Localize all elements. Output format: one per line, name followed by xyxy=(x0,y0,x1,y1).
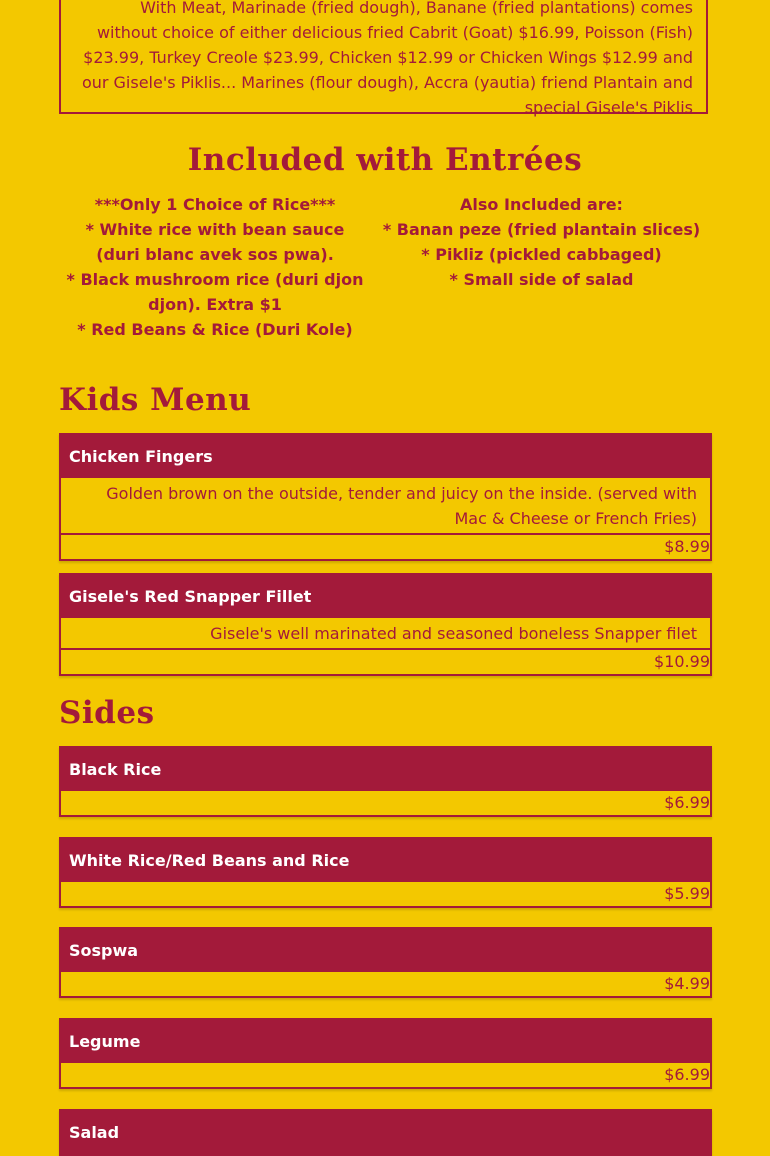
rice-choice-title: ***Only 1 Choice of Rice*** xyxy=(94,195,336,214)
entree-description-box xyxy=(59,0,708,117)
also-included xyxy=(371,192,712,342)
item-name: Black Rice xyxy=(69,760,162,779)
item-description: Golden brown on the outside, tender and juicy on the inside. (served with Mac & Cheese or French Fries) xyxy=(61,478,710,535)
kids-menu-heading: Kids Menu xyxy=(59,382,252,418)
rice-choice-red-beans: * Red Beans & Rice (Duri Kole) xyxy=(77,320,353,339)
side-item-salad[interactable] xyxy=(59,1109,712,1156)
also-included-title: Also Included are: xyxy=(460,195,623,214)
item-name: White Rice/Red Beans and Rice xyxy=(69,851,350,870)
item-price: $6.99 xyxy=(61,791,710,815)
menu-item-red-snapper[interactable] xyxy=(59,573,712,676)
included-heading: Included with Entrées xyxy=(187,142,583,178)
rice-choice-white: * White rice with bean sauce (duri blanc avek sos pwa). xyxy=(85,220,345,264)
side-item-white-rice[interactable] xyxy=(59,837,712,908)
item-price: $4.99 xyxy=(61,972,710,996)
item-price: $6.99 xyxy=(61,1063,710,1087)
item-description: Gisele's well marinated and seasoned boneless Snapper filet xyxy=(61,618,710,650)
item-name: Salad xyxy=(69,1123,120,1142)
item-name: Gisele's Red Snapper Fillet xyxy=(69,587,312,606)
item-name: Sospwa xyxy=(69,941,139,960)
rice-choices xyxy=(59,192,371,342)
also-included-pikliz: * Pikliz (pickled cabbaged) xyxy=(421,245,662,264)
entree-description: With Meat, Marinade (fried dough), Banane (fried plantations) comes without choice of either delicious fried Cabrit (Goat) $16.99, Poisson (Fish) $23.99, Turkey Creole $23.99, Chicken $12.99 or Chicken Wings $12.99 and our Gisele's Piklis... Marines (flour dough), Accra (yautia) friend Plantain and special Gisele's Piklis xyxy=(81,0,693,117)
item-name: Chicken Fingers xyxy=(69,447,213,466)
also-included-salad: * Small side of salad xyxy=(449,270,634,289)
item-price: $10.99 xyxy=(61,650,710,674)
item-name: Legume xyxy=(69,1032,141,1051)
menu-item-chicken-fingers[interactable] xyxy=(59,433,712,561)
sides-heading: Sides xyxy=(59,695,155,731)
item-price: $5.99 xyxy=(61,882,710,906)
side-item-legume[interactable] xyxy=(59,1018,712,1089)
side-item-sospwa[interactable] xyxy=(59,927,712,998)
item-price: $8.99 xyxy=(61,535,710,559)
included-columns xyxy=(59,192,712,342)
also-included-banan: * Banan peze (fried plantain slices) xyxy=(382,220,701,239)
side-item-black-rice[interactable] xyxy=(59,746,712,817)
rice-choice-black: * Black mushroom rice (duri djon djon). Extra $1 xyxy=(66,270,364,314)
